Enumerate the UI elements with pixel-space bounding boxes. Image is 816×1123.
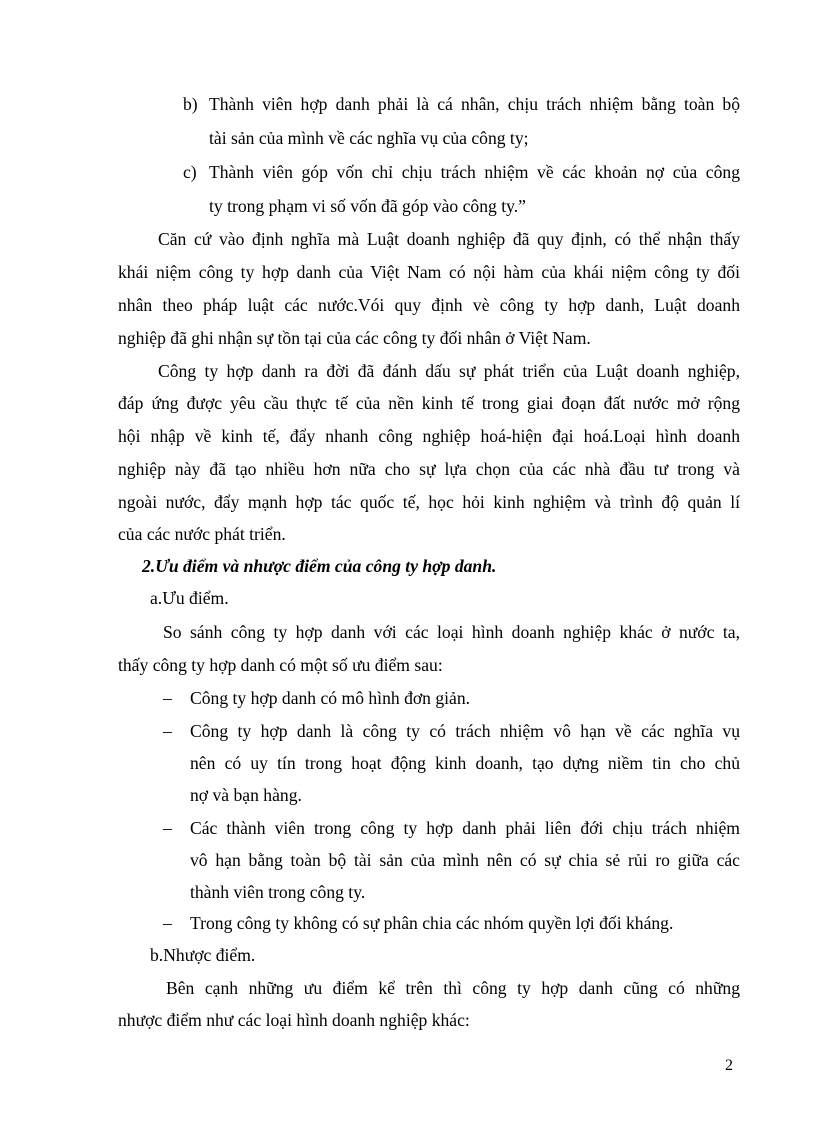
list-marker-c: c) <box>183 162 197 182</box>
subheading-disadvantages: b.Nhược điểm. <box>150 945 256 965</box>
para4-line-1: Bên cạnh những ưu điểm kể trên thì công ty hợp danh cũng có những <box>166 978 740 998</box>
para2-line-1: Công ty hợp danh ra đời đã đánh dấu sự phát triển của Luật doanh nghiệp, <box>158 361 740 381</box>
advantage-2-line-1: Công ty hợp danh là công ty có trách nhiệm vô hạn về các nghĩa vụ <box>190 721 740 741</box>
section-heading: 2.Ưu điểm và nhược điểm của công ty hợp danh. <box>142 556 497 576</box>
advantage-2-line-3: nợ và bạn hàng. <box>190 785 302 805</box>
para2-line-2: đáp ứng được yêu cầu thực tế của nền kinh tế trong giai đoạn đất nước mở rộng <box>118 393 740 413</box>
para2-line-6: của các nước phát triển. <box>118 524 286 544</box>
list-item-c-line-2: ty trong phạm vi số vốn đã góp vào công ty.” <box>209 196 526 216</box>
dash-marker: – <box>163 688 172 708</box>
advantage-2-line-2: nên có uy tín trong hoạt động kinh doanh, tạo dựng niềm tin cho chủ <box>190 753 740 773</box>
dash-marker: – <box>163 913 172 933</box>
para2-line-3: hội nhập về kinh tế, đẩy nhanh công nghiệp hoá-hiện đại hoá.Loại hình doanh <box>118 426 740 446</box>
para1-line-2: khái niệm công ty hợp danh của Việt Nam có nội hàm của khái niệm công ty đối <box>118 262 740 282</box>
subheading-advantages: a.Ưu điểm. <box>150 588 229 608</box>
para3-line-2: thấy công ty hợp danh có một số ưu điểm sau: <box>118 655 443 675</box>
dash-marker: – <box>163 721 172 741</box>
advantage-3-line-1: Các thành viên trong công ty hợp danh phải liên đới chịu trách nhiệm <box>190 818 740 838</box>
para4-line-2: nhược điểm như các loại hình doanh nghiệp khác: <box>118 1010 470 1030</box>
para2-line-5: ngoài nước, đẩy mạnh hợp tác quốc tế, học hỏi kinh nghiệm và trình độ quản lí <box>118 492 740 512</box>
para3-line-1: So sánh công ty hợp danh với các loại hình doanh nghiệp khác ở nước ta, <box>163 622 740 642</box>
list-item-b-line-2: tài sản của mình về các nghĩa vụ của công ty; <box>209 128 529 148</box>
list-marker-b: b) <box>183 94 198 114</box>
page-number: 2 <box>725 1057 733 1074</box>
para2-line-4: nghiệp này đã tạo nhiều hơn nữa cho sự lựa chọn của các nhà đầu tư trong và <box>118 459 740 479</box>
list-item-b-line-1: Thành viên hợp danh phải là cá nhân, chịu trách nhiệm bằng toàn bộ <box>209 94 740 114</box>
dash-marker: – <box>163 818 172 838</box>
para1-line-3: nhân theo pháp luật các nước.Vói quy định vè công ty hợp danh, Luật doanh <box>118 295 740 315</box>
para1-line-4: nghiệp đã ghi nhận sự tồn tại của các công ty đối nhân ở Việt Nam. <box>118 328 591 348</box>
advantage-3-line-3: thành viên trong công ty. <box>190 882 366 902</box>
advantage-4-line-1: Trong công ty không có sự phân chia các nhóm quyền lợi đối kháng. <box>190 913 674 933</box>
advantage-3-line-2: vô hạn bằng toàn bộ tài sản của mình nên có sự chia sẻ rủi ro giữa các <box>190 850 740 870</box>
para1-line-1: Căn cứ vào định nghĩa mà Luật doanh nghiệp đã quy định, có thể nhận thấy <box>158 229 740 249</box>
advantage-1-line-1: Công ty hợp danh có mô hình đơn giản. <box>190 688 471 708</box>
list-item-c-line-1: Thành viên góp vốn chỉ chịu trách nhiệm về các khoản nợ của công <box>209 162 740 182</box>
